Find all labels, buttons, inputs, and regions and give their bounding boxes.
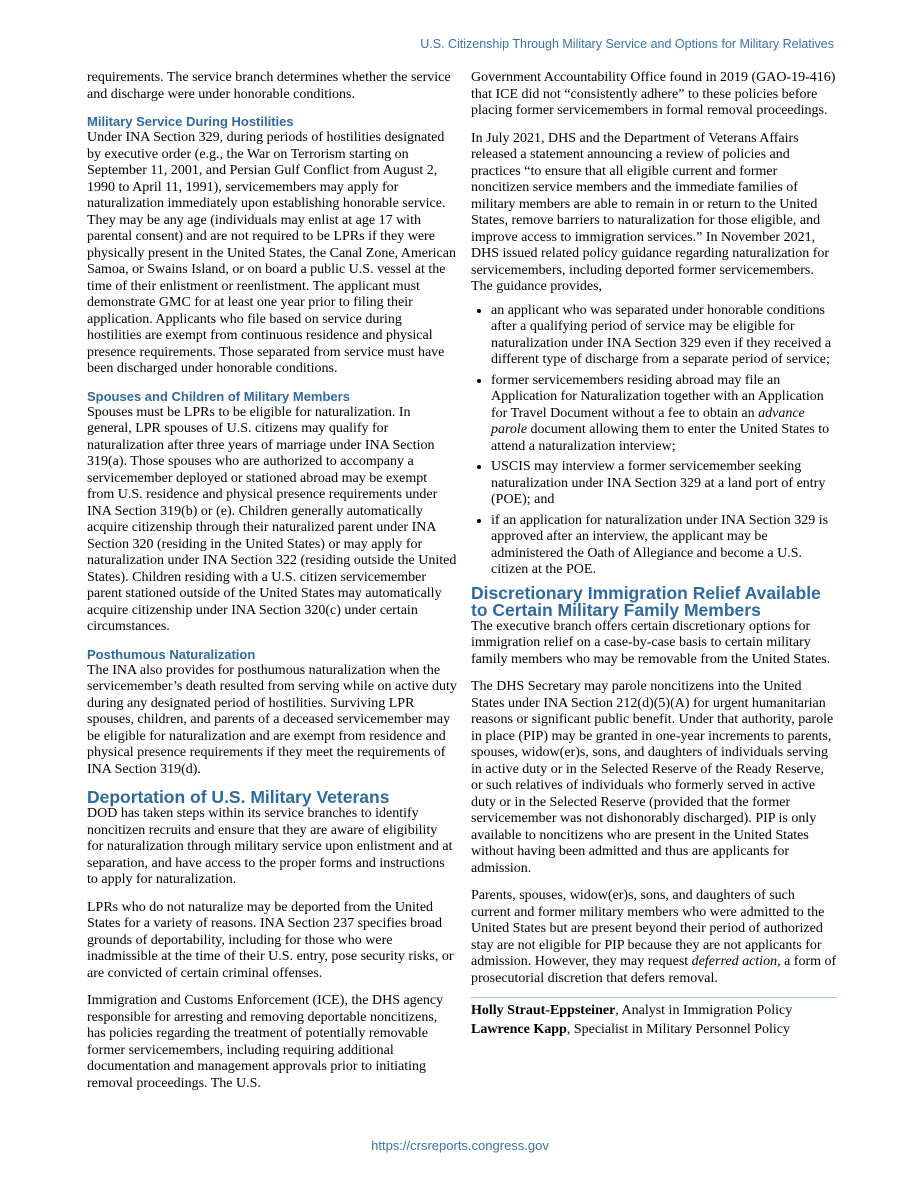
running-header: U.S. Citizenship Through Military Service and Options for Military Relatives — [420, 37, 834, 51]
author-line — [471, 1020, 837, 1039]
paragraph-ice: Immigration and Customs Enforcement (ICE), the DHS agency responsible for arresting and removing deportable noncitizens, has policies regarding the treatment of potentially removable former servicemembers, including requiring additional documentation and management approvals prior to initiating removal proceedings. The U.S. — [87, 993, 444, 1091]
paragraph-parole: The DHS Secretary may parole noncitizens into the United States under INA Section 212(d)(5)(A) for urgent humanitarian reasons or significant public benefit. Under that authority, parole in place (PIP) may be granted in one-year increments to parents, spouses, widow(er)s, sons, and daughters of individuals serving in active duty or in the Selected Reserve of the Ready Reserve, or such relatives of individuals who formerly served in active duty or in the Selected Reserve (provided that the former servicemember was not dishonorably discharged). PIP is only available to noncitizens who are present in the United States without having been admitted and thus are applicants for admission. — [471, 679, 834, 876]
paragraph-posthumous: The INA also provides for posthumous naturalization when the servicemember’s death resulted from serving while on active duty during any designated period of hostilities. Surviving LPR spouses, children, and parents of a deceased servicemember may be eligible for naturalization and are exempt from residence and physical presence requirements if they meet the requirements of INA Section 319(d). — [87, 662, 457, 777]
list-item-text: document allowing them to enter the United States to attend a naturalization interview; — [491, 422, 830, 454]
heading-spouses-children: Spouses and Children of Military Members — [87, 388, 350, 404]
heading-discretionary-relief: Discretionary Immigration Relief Available to Certain Military Family Members — [471, 582, 821, 620]
heading-posthumous: Posthumous Naturalization — [87, 646, 256, 662]
author-name: Holly Straut-Eppsteiner — [471, 1003, 616, 1018]
paragraph-dod: DOD has taken steps within its service branches to identify noncitizen recruits and ensure that they are aware of eligibility for naturalization through military service upon enlistment and at separation, and have access to the proper forms and instructions to apply for naturalization. — [87, 806, 453, 887]
heading-military-service-hostilities: Military Service During Hostilities — [87, 114, 294, 129]
heading-deportation: Deportation of U.S. Military Veterans — [87, 787, 390, 807]
left-column — [87, 70, 457, 1103]
paragraph-gao: Government Accountability Office found in 2019 (GAO-19-416) that ICE did not “consistently adhere” to these policies before placing former servicemembers in formal removal proceedings. — [471, 70, 836, 118]
paragraph-spouses: Spouses must be LPRs to be eligible for naturalization. In general, LPR spouses of U.S. citizens may qualify for naturalization after three years of marriage under INA Section 319(a). Those spouses who are authorized to accompany a servicemember deployed or stationed abroad may be exempt from U.S. residence and physical presence requirements under INA Section 319(b) or (e). Children generally automatically acquire citizenship through their naturalized parent under INA Section 320 (residing in the United States) or may apply for naturalization under INA Section 322 (residing outside the United States). Children residing with a U.S. citizen servicemember parent stationed outside of the United States may automatically acquire citizenship under INA Section 320(c) under certain circumstances. — [87, 404, 457, 634]
author-role: , Specialist in Military Personnel Policy — [566, 1022, 791, 1037]
list-item: • USCIS may interview a former servicemember seeking naturalization under INA Section 329 at a land port of entry (POE); and — [491, 459, 837, 509]
list-item-text: former servicemembers residing abroad may file an Application for Naturalization together with an Application for Travel Document without a fee to obtain an — [491, 372, 824, 421]
list-item: • if an application for naturalization under INA Section 329 is approved after an interview, the applicant may be administered the Oath of Allegiance and become a U.S. citizen at the POE. — [491, 513, 837, 579]
paragraph-text: a form of prosecutorial discretion that defers removal. — [471, 954, 837, 986]
paragraph-lprs: LPRs who do not naturalize may be deported from the United States for a variety of reasons. INA Section 237 specifies broad grounds of deportability, including for those who were inadmissible at the time of their U.S. entry, pose security risks, or are convicted of certain criminal offenses. — [87, 899, 454, 981]
author-role: , Analyst in Immigration Policy — [615, 1003, 793, 1018]
guidance-list — [471, 303, 837, 579]
list-item: • an applicant who was separated under honorable conditions after a qualifying period of service may be eligible for naturalization under INA Section 329 even if they received a different type of discharge from a separate period of service; — [491, 303, 837, 369]
emphasis-deferred-action: deferred action, — [691, 954, 781, 969]
author-name: Lawrence Kapp — [471, 1022, 567, 1037]
paragraph-text: Parents, spouses, widow(er)s, sons, and daughters of such current and former military members who were admitted to the United States but are present beyond their period of authorized stay are not eligible for PIP because they are not applicants for admission. However, they may request — [471, 888, 825, 969]
footer-url-link[interactable]: https://crsreports.congress.gov — [371, 1138, 549, 1153]
paragraph-intro: requirements. The service branch determines whether the service and discharge were under honorable conditions. — [87, 70, 451, 102]
right-column — [471, 70, 837, 1039]
paragraph-parents — [471, 888, 837, 987]
paragraph-executive-branch: The executive branch offers certain discretionary options for immigration relief on a case-by-case basis to certain military family members who may be removable from the United States. — [471, 618, 831, 667]
emphasis-advance-parole: advance parole — [491, 405, 805, 437]
list-item — [491, 373, 837, 456]
paragraph-july-2021: In July 2021, DHS and the Department of Veterans Affairs released a statement announcing a review of policies and practices “to ensure that all eligible current and former noncitizen service members and the immediate families of military members are able to remain in or return to the United States, remove barriers to naturalization for those eligible, and improve access to immigration services.” In November 2021, DHS issued related policy guidance regarding naturalization for servicemembers, including deported former servicemembers. The guidance provides, — [471, 130, 830, 294]
author-block — [471, 997, 837, 1039]
paragraph-hostilities: Under INA Section 329, during periods of hostilities designated by executive order (e.g., the War on Terrorism starting on September 11, 2001, and Persian Gulf Conflict from August 2, 1990 to April 11, 1991), servicemembers may apply for naturalization immediately upon establishing honorable service. They may be any age (individuals may enlist at age 17 with parental consent) and are not required to be LPRs if they were physically present in the United States, the Canal Zone, American Samoa, or Swains Island, or on board a public U.S. vessel at the time of their enlistment or reenlistment. The applicant must demonstrate GMC for at least one year prior to filing their application. Applicants who file based on service during hostilities are exempt from continuous residence and physical presence requirements. Those separated from service must have been discharged under honorable conditions. — [87, 130, 456, 376]
author-line — [471, 1001, 837, 1020]
